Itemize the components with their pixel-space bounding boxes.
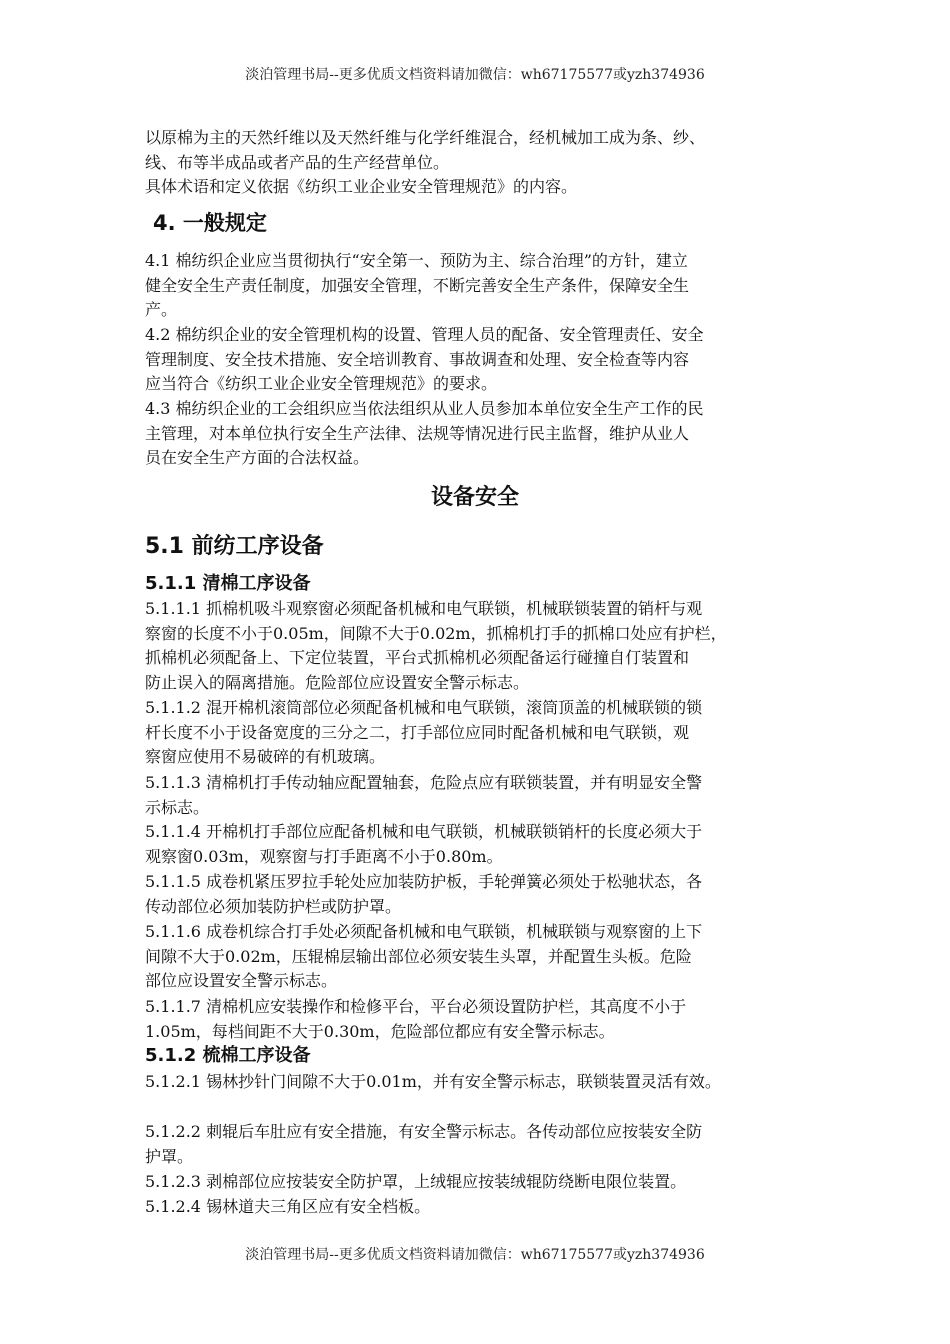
text-line: 以原棉为主的天然纤维以及天然纤维与化学纤维混合，经机械加工成为条、纱、 (145, 128, 706, 147)
text-line: 抓棉机必须配备上、下定位装置，平台式抓棉机必须配备运行碰撞自仃装置和 (145, 648, 690, 667)
paragraph-5-1-1-1 (145, 597, 825, 695)
paragraph-4-2 (145, 323, 825, 397)
heading-5-1-2: 5.1.2 梳棉工序设备 (145, 1045, 311, 1066)
paragraph-5-1-1-3 (145, 771, 825, 820)
text-line: 4.3 棉纺织企业的工会组织应当依法组织从业人员参加本单位安全生产工作的民 (145, 399, 704, 418)
text-line: 观察窗0.03m，观察窗与打手距离不小于0.80m。 (145, 846, 503, 866)
text-line: 部位应设置安全警示标志。 (145, 971, 338, 990)
paragraph-5-1-1-4 (145, 820, 825, 869)
paragraph-5-1-2-2 (145, 1120, 825, 1169)
text-line: 1.05m，每档间距不大于0.30m，危险部位都应有安全警示标志。 (145, 1021, 615, 1041)
heading-5-1: 5.1 前纺工序设备 (145, 534, 324, 559)
text-line: 5.1.1.7 清棉机应安装操作和检修平台，平台必须设置防护栏，其高度不小于 (145, 997, 687, 1016)
text-line: 产。 (145, 300, 178, 319)
text-line: 健全安全生产责任制度，加强安全管理，不断完善安全生产条件，保障安全生 (145, 275, 690, 295)
text-line: 5.1.1.4 开棉机打手部位应配备机械和电气联锁，机械联锁销杆的长度必须大于 (145, 822, 703, 841)
section-5-title: 设备安全 (430, 485, 519, 510)
paragraph-5-1-2-4: 5.1.2.4 锡林道夫三角区应有安全档板。 (145, 1197, 431, 1216)
text-line: 传动部位必须加装防护栏或防护罩。 (145, 896, 402, 916)
text-line: 4.2 棉纺织企业的安全管理机构的设置、管理人员的配备、安全管理责任、安全 (145, 325, 704, 344)
text-line: 5.1.2.2 刺辊后车肚应有安全措施，有安全警示标志。各传动部位应按装安全防 (145, 1122, 703, 1141)
text-line: 5.1.1.5 成卷机紧压罗拉手轮处应加装防护板，手轮弹簧必须处于松驰状态，各 (145, 872, 703, 891)
paragraph-4-1 (145, 249, 825, 323)
paragraph-5-1-2-1: 5.1.2.1 锡林抄针门间隙不大于0.01m，并有安全警示标志，联锁装置灵活有效。 (145, 1072, 721, 1091)
text-line: 防止误入的隔离措施。危险部位应设置安全警示标志。 (145, 672, 530, 692)
text-line: 察窗的长度不小于0.05m，间隙不大于0.02m，抓棉机打手的抓棉口处应有护栏， (145, 623, 727, 643)
text-line: 示标志。 (145, 797, 210, 817)
text-line: 5.1.1.3 清棉机打手传动轴应配置轴套，危险点应有联锁装置，并有明显安全警 (145, 773, 703, 792)
heading-5-1-1: 5.1.1 清棉工序设备 (145, 573, 311, 594)
text-line: 线、布等半成品或者产品的生产经营单位。 (145, 152, 450, 172)
section-4-heading: 4. 一般规定 (153, 211, 267, 235)
text-line: 护罩。 (145, 1146, 194, 1166)
text-line: 主管理，对本单位执行安全生产法律、法规等情况进行民主监督，维护从业人 (145, 423, 690, 443)
text-line: 间隙不大于0.02m，压辊棉层输出部位必须安装生头罩，并配置生头板。危险 (145, 946, 692, 966)
paragraph-5-1-1-6 (145, 920, 825, 994)
intro-paragraph (145, 126, 825, 200)
text-line: 具体术语和定义依据《纺织工业企业安全管理规范》的内容。 (145, 177, 578, 196)
page-header: 淡泊管理书局--更多优质文档资料请加微信：wh67175577或yzh374936 (245, 67, 705, 83)
text-line: 5.1.1.2 混开棉机滚筒部位必须配备机械和电气联锁，滚筒顶盖的机械联锁的锁 (145, 698, 703, 717)
text-line: 5.1.1.6 成卷机综合打手处必须配备机械和电气联锁，机械联锁与观察窗的上下 (145, 922, 703, 941)
text-line: 5.1.1.1 抓棉机吸斗观察窗必须配备机械和电气联锁，机械联锁装置的销杆与观 (145, 599, 703, 618)
paragraph-5-1-1-7 (145, 995, 825, 1044)
text-line: 4.1 棉纺织企业应当贯彻执行“安全第一、预防为主、综合治理”的方针，建立 (145, 251, 688, 270)
text-line: 员在安全生产方面的合法权益。 (145, 448, 370, 467)
text-line: 管理制度、安全技术措施、安全培训教育、事故调查和处理、安全检查等内容 (145, 349, 690, 369)
page-footer: 淡泊管理书局--更多优质文档资料请加微信：wh67175577或yzh374936 (245, 1247, 705, 1263)
text-line: 应当符合《纺织工业企业安全管理规范》的要求。 (145, 374, 498, 393)
paragraph-5-1-2-3: 5.1.2.3 剥棉部位应按装安全防护罩，上绒辊应按装绒辊防绕断电限位装置。 (145, 1172, 687, 1191)
text-line: 杆长度不小于设备宽度的三分之二，打手部位应同时配备机械和电气联锁，观 (145, 722, 690, 742)
paragraph-5-1-1-2 (145, 696, 825, 770)
text-line: 察窗应使用不易破碎的有机玻璃。 (145, 747, 386, 766)
paragraph-4-3 (145, 397, 825, 471)
paragraph-5-1-1-5 (145, 870, 825, 919)
